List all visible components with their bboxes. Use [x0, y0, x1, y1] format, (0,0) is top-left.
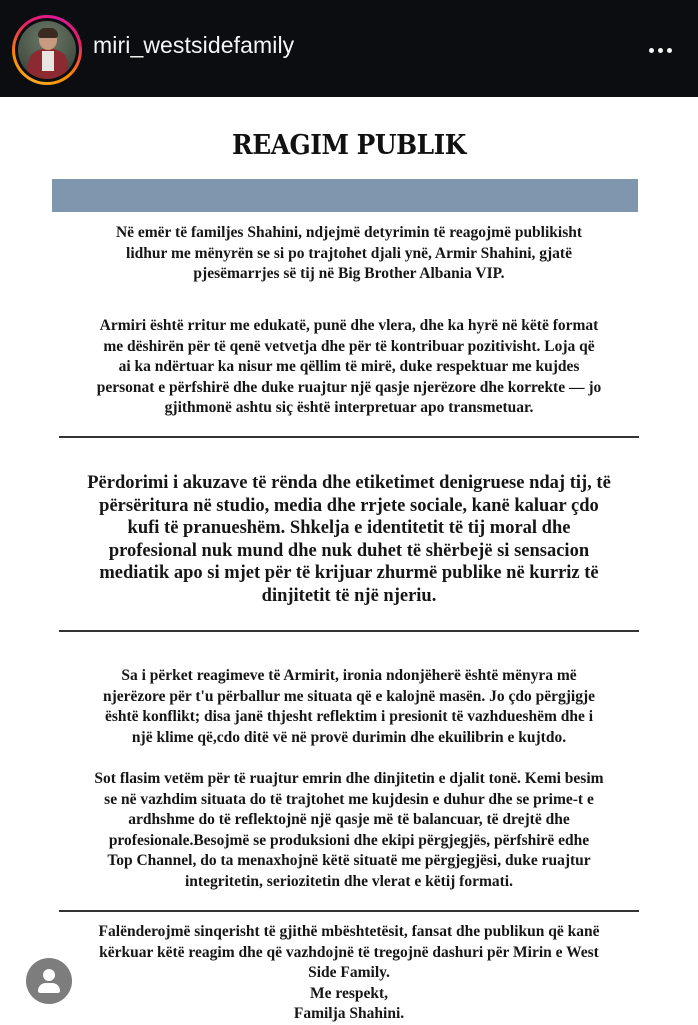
- avatar-inner-border: [15, 18, 79, 82]
- text-line: integritetin, seriozitetin dhe vlerat e këtij formati.: [185, 872, 513, 890]
- text-line: profesional nuk mund dhe nuk duhet të shërbejë si sensacion: [108, 540, 590, 561]
- text-line: ardhshme do të reflektojnë një qasje më të balancuar, të drejtë dhe: [128, 811, 570, 828]
- avatar-photo-hair: [38, 28, 58, 38]
- post-header: [0, 0, 698, 97]
- text-line: dinjitetit të një njeriu.: [261, 585, 437, 606]
- text-line: Armiri është rritur me edukatë, punë dhe vlera, dhe ka hyrë në këtë format: [99, 317, 599, 334]
- text-line: personat e përfshirë dhe duke ruajtur një qasje njerëzore dhe korrekte — jo: [96, 378, 602, 396]
- paragraph-reactions: [50, 666, 648, 748]
- text-line: gjithmonë ashtu siç është interpretuar apo transmetuar.: [164, 399, 534, 416]
- text-line: Përdorimi i akuzave të rënda dhe etiketimet denigruese ndaj tij, të: [87, 473, 611, 493]
- section-divider: [59, 436, 639, 438]
- more-horizontal-icon-dot: [667, 48, 672, 53]
- text-line: Side Family.: [308, 964, 390, 981]
- sign-off: Me respekt,: [309, 984, 389, 1002]
- text-line: kërkuar këtë reagim dhe që vazhdojnë të tregojnë dashuri për Mirin e West: [99, 943, 599, 961]
- more-horizontal-icon-dot: [658, 48, 663, 53]
- person-icon: [43, 969, 55, 981]
- text-line: se në vazhdim situata do të trajtohet me kujdesin e duhur dhe se prime-t e: [104, 790, 594, 808]
- text-line: ai ka ndërtuar ka nisur me qëllim të mirë, duke respektuar me kujdes: [118, 358, 580, 375]
- text-line: Në emër të familjes Shahini, ndjejmë detyrimin të reagojmë publikisht: [115, 224, 583, 241]
- text-line: Falënderojmë sinqerisht të gjithë mbështetësit, fansat dhe publikun që kanë: [98, 923, 600, 940]
- paragraph-accusations: [50, 472, 648, 607]
- more-horizontal-icon: [649, 48, 654, 53]
- text-line: njerëzore për t'u përballur me situata që e kalojnë masën. Jo çdo përgjigje: [102, 687, 596, 705]
- document-title: REAGIM PUBLIK: [232, 130, 466, 161]
- text-line: përsëritura në studio, media dhe rrjete sociale, kanë kaluar çdo: [99, 495, 599, 516]
- avatar-photo: [18, 21, 76, 79]
- section-divider: [59, 630, 639, 632]
- avatar-photo-shirt: [42, 51, 54, 71]
- text-line: mediatik apo si mjet për të krijuar zhurmë publike në kurriz të: [99, 563, 599, 583]
- text-line: pjesëmarrjes së tij në Big Brother Albania VIP.: [193, 265, 505, 282]
- text-line: Top Channel, do ta menaxhojnë këtë situatë me përgjegjësi, duke ruajtur: [107, 852, 591, 869]
- text-line: është konflikt; disa janë thjesht reflektim i presionit të vazhdueshëm dhe i: [104, 708, 594, 725]
- more-options-button[interactable]: [640, 38, 680, 62]
- text-line: një klime që,cdo ditë vë në provë durimin dhe ekuilibrin e kujtdo.: [131, 728, 567, 746]
- title-accent-bar: [52, 179, 638, 212]
- tagged-people-button[interactable]: [26, 958, 72, 1004]
- paragraph-armir-background: [50, 316, 648, 419]
- text-line: profesionale.Besojmë se produksioni dhe ekipi përgjegjës, përfshirë edhe: [108, 831, 590, 849]
- text-line: kufi të pranueshëm. Shkelja e identitetit të tij moral dhe: [127, 518, 571, 538]
- person-icon-body: [38, 983, 60, 993]
- signature: Familja Shahini.: [293, 1005, 405, 1022]
- paragraph-thanks-signature: [50, 922, 648, 1025]
- paragraph-dignity: [50, 769, 648, 892]
- username-link[interactable]: miri_westsidefamily: [93, 32, 295, 58]
- text-line: me dëshirën për të qenë vetvetja dhe për të kontribuar pozitivisht. Loja që: [103, 337, 595, 355]
- text-line: Sa i përket reagimeve të Armirit, ironia ndonjëherë është mënyra më: [121, 667, 577, 684]
- paragraph-intro: [50, 223, 648, 285]
- text-line: lidhur me mënyrën se si po trajtohet djali ynë, Armir Shahini, gjatë: [126, 244, 572, 262]
- text-line: Sot flasim vetëm për të ruajtur emrin dhe dinjitetin e djalit tonë. Kemi besim: [94, 770, 604, 787]
- profile-avatar[interactable]: [12, 15, 82, 85]
- section-divider: [59, 910, 639, 912]
